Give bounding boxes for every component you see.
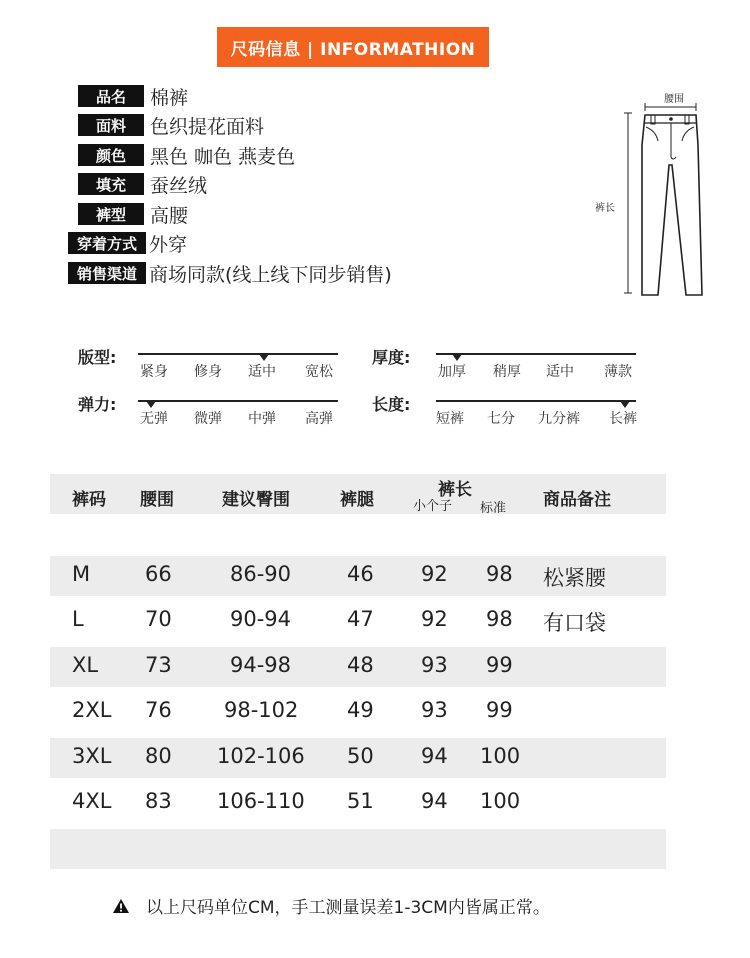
cell-thigh: 47 [347,607,374,631]
info-label: 品名 [78,85,144,107]
cell-waist: 66 [145,562,172,586]
cell-hip: 98-102 [224,698,299,722]
fit-option: 适中 [248,364,276,380]
length-scale-title: 长度: [372,395,411,414]
cell-size: 3XL [72,744,112,768]
length-option: 九分裤 [538,411,580,427]
cell-waist: 70 [145,607,172,631]
thickness-scale-line [436,353,636,355]
cell-length-standard: 100 [480,744,521,768]
info-row-name [68,83,188,109]
length-scale-line [436,400,636,402]
fit-scale-title: 版型: [78,348,117,367]
header-banner [217,27,489,67]
length-option: 长裤 [609,411,637,427]
cell-waist: 73 [145,653,172,677]
fit-option: 宽松 [305,364,333,380]
cell-thigh: 50 [347,744,374,768]
info-value: 蚕丝绒 [150,174,208,197]
info-row-color [68,142,295,168]
thickness-option: 适中 [546,364,574,380]
cell-length-standard: 99 [486,698,513,722]
header-thigh: 裤腿 [340,490,374,510]
elasticity-option: 中弹 [248,411,276,427]
cell-length-petite: 94 [421,789,448,813]
cell-hip: 94-98 [230,653,292,677]
length-option: 七分 [487,411,515,427]
cell-hip: 102-106 [217,744,305,768]
cell-remark: 松紧腰 [543,566,606,590]
cell-waist: 83 [145,789,172,813]
fit-scale-marker [259,354,269,361]
warning-icon [112,898,130,914]
info-label: 裤型 [78,203,144,225]
elasticity-scale-line [138,400,338,402]
cell-thigh: 48 [347,653,374,677]
pants-diagram [590,85,710,300]
header-length: 裤长 [438,480,472,500]
info-value: 黑色 咖色 燕麦色 [150,145,296,168]
footnote [112,893,550,918]
cell-length-standard: 98 [486,607,513,631]
cell-hip: 90-94 [230,607,292,631]
info-label: 销售渠道 [68,262,146,284]
elasticity-option: 高弹 [305,411,333,427]
cell-thigh: 51 [347,789,374,813]
info-value: 色织提花面料 [150,115,265,138]
header-hip: 建议臀围 [222,490,290,510]
info-label: 穿着方式 [68,232,146,254]
header-waist: 腰围 [140,490,174,510]
cell-thigh: 49 [347,698,374,722]
info-label: 填充 [78,173,144,195]
elasticity-option: 无弹 [140,411,168,427]
pants-icon [590,85,710,300]
cell-remark: 有口袋 [543,611,606,635]
info-value: 高腰 [150,204,189,227]
info-row-wearing [68,230,187,256]
cell-length-petite: 92 [421,607,448,631]
footnote-text: 以上尺码单位CM，手工测量误差1-3CM内皆属正常。 [146,898,550,918]
cell-length-standard: 100 [480,789,521,813]
info-row-fabric [68,112,264,138]
info-label: 面料 [78,114,144,136]
length-option: 短裤 [436,411,464,427]
info-value: 棉裤 [150,86,189,109]
row-band [50,829,666,869]
length-label: 裤长 [595,203,615,214]
header-length-standard: 标准 [480,501,507,516]
cell-length-petite: 94 [421,744,448,768]
cell-thigh: 46 [347,562,374,586]
cell-hip: 86-90 [230,562,292,586]
info-row-channel [68,260,392,286]
waist-label: 腰围 [664,94,684,105]
cell-size: M [72,562,91,586]
header-length-petite: 小个子 [413,499,453,514]
cell-waist: 76 [145,698,172,722]
cell-hip: 106-110 [217,789,305,813]
elasticity-option: 微弹 [194,411,222,427]
thickness-option: 薄款 [604,364,632,380]
fit-scale-line [138,353,338,355]
info-value: 商场同款(线上线下同步销售) [149,263,392,286]
elasticity-scale-marker [146,401,156,408]
thickness-scale-marker [452,354,462,361]
info-value: 外穿 [149,233,188,256]
elasticity-scale-title: 弹力: [78,395,117,414]
info-row-filling [68,171,207,197]
info-row-style [68,201,188,227]
header-size: 裤码 [72,490,106,510]
header-remarks: 商品备注 [543,490,611,510]
cell-length-standard: 98 [486,562,513,586]
fit-option: 紧身 [140,364,168,380]
cell-length-petite: 92 [421,562,448,586]
cell-length-petite: 93 [421,698,448,722]
thickness-scale-title: 厚度: [372,348,411,367]
cell-size: L [72,607,84,631]
fit-option: 修身 [194,364,222,380]
info-label: 颜色 [78,144,144,166]
thickness-option: 稍厚 [493,364,521,380]
header-title: 尺码信息 | INFORMATHION [230,39,476,60]
thickness-option: 加厚 [438,364,466,380]
cell-length-petite: 93 [421,653,448,677]
cell-size: XL [72,653,99,677]
length-scale-marker [620,401,630,408]
cell-length-standard: 99 [486,653,513,677]
cell-size: 2XL [72,698,112,722]
cell-size: 4XL [72,789,112,813]
cell-waist: 80 [145,744,172,768]
